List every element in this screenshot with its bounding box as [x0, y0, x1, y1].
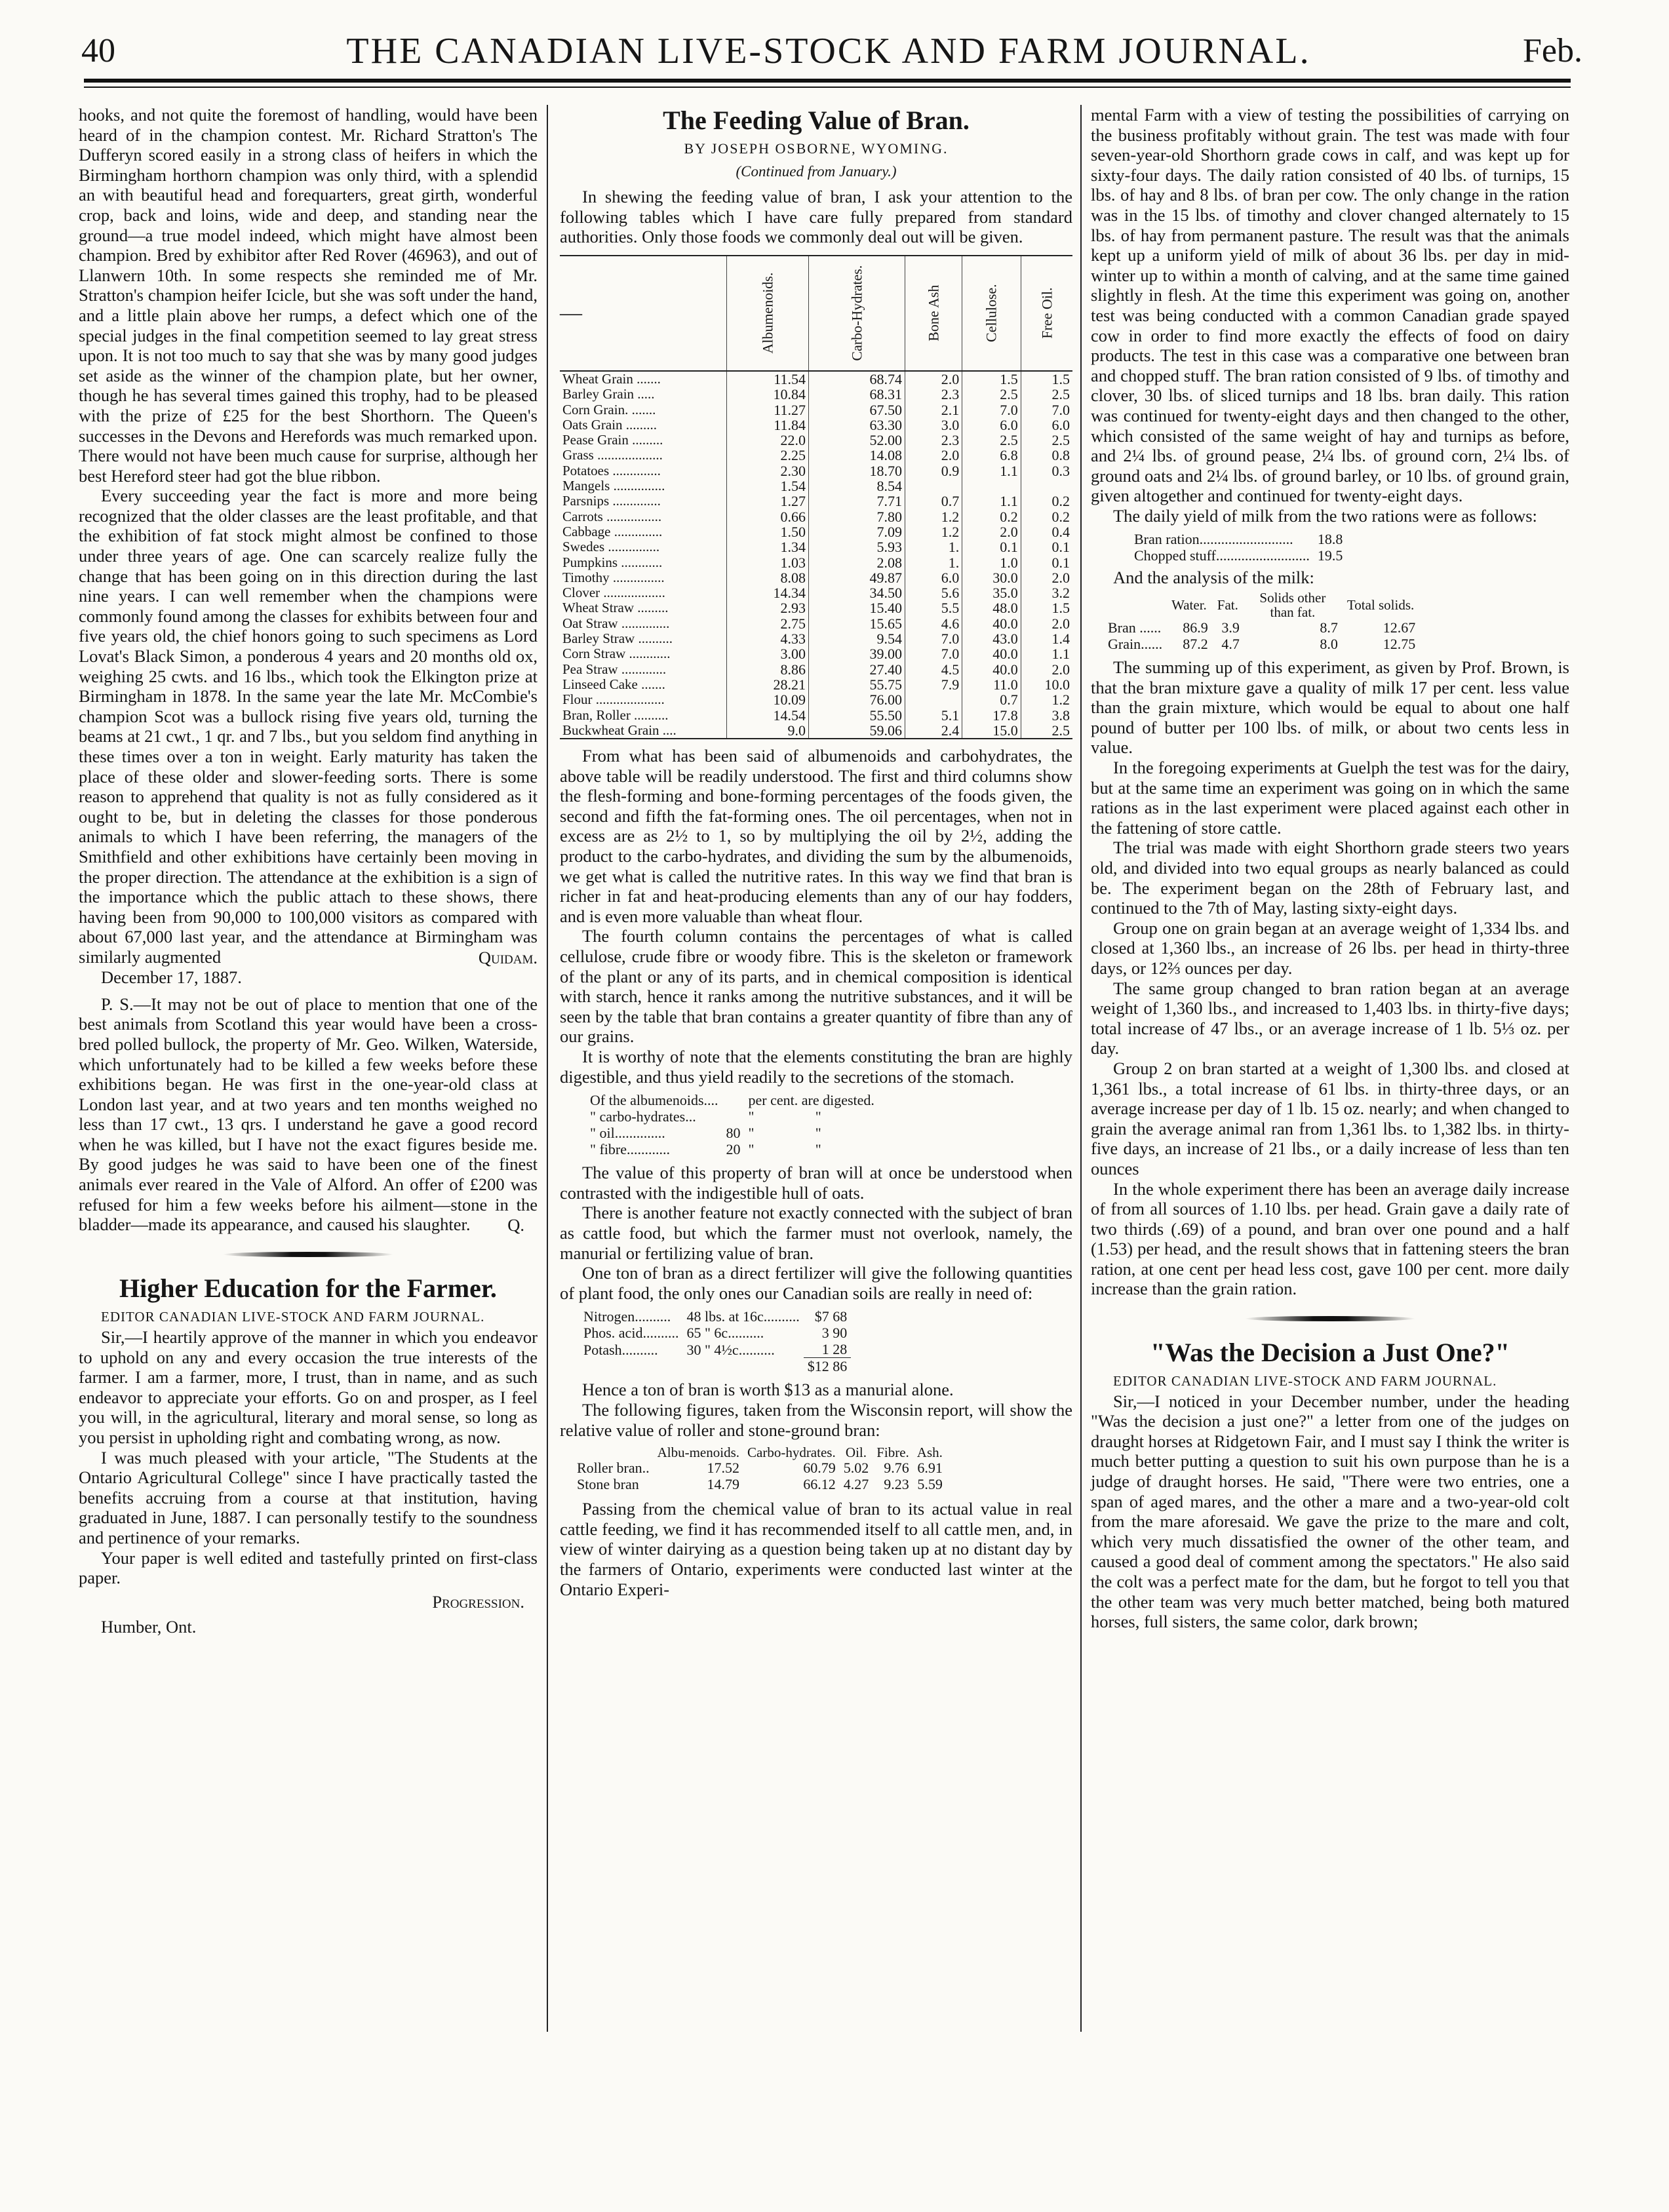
table-cell: ": [748, 1141, 755, 1158]
table-cell: 14.34: [726, 585, 808, 600]
table-cell: 10.09: [726, 692, 808, 707]
table-cell: 1.: [905, 539, 962, 554]
column-header: Albu-menoids.: [657, 1445, 739, 1461]
table-cell: 1.5: [1021, 600, 1072, 615]
table-cell: 5.59: [917, 1476, 943, 1493]
table-row: [560, 433, 1072, 448]
food-name-cell: Corn Straw ............: [562, 646, 671, 662]
table-cell: 4.33: [726, 631, 808, 646]
table-cell: " fibre............: [590, 1141, 671, 1158]
food-name-cell: Carrots ................: [562, 508, 662, 524]
table-row: [560, 478, 1072, 494]
food-name-cell: Grass ...................: [562, 447, 663, 463]
column-header: Albumenoids.: [726, 256, 808, 371]
food-name-cell: Wheat Straw .........: [562, 600, 669, 616]
table-cell: 12.75: [1383, 636, 1416, 653]
table-cell: ": [815, 1108, 821, 1125]
table-cell: 9.76: [884, 1460, 909, 1477]
column-header: Bone Ash: [905, 256, 962, 371]
table-cell: 30.0: [962, 570, 1021, 585]
table-cell: 1.1: [962, 463, 1021, 478]
table-cell: " carbo-hydrates...: [590, 1108, 696, 1125]
food-name-cell: Pumpkins ............: [562, 554, 663, 570]
food-name-cell: Oats Grain .........: [562, 416, 658, 433]
table-cell: 20: [726, 1141, 741, 1158]
paragraph: And the analysis of the milk:: [1113, 568, 1314, 588]
table-cell: 87.2: [1183, 636, 1208, 653]
table-cell: 5.93: [808, 539, 905, 554]
table-cell: 65 " 6c..........: [686, 1325, 764, 1342]
table-cell: 15.65: [808, 616, 905, 631]
table-cell: 4.6: [905, 616, 962, 631]
table-cell: 3.9: [1221, 619, 1240, 636]
table-cell: ": [748, 1125, 755, 1142]
editor-line: EDITOR CANADIAN LIVE-STOCK AND FARM JOURNAL.: [101, 1309, 485, 1325]
place-line: Humber, Ont.: [101, 1617, 197, 1637]
table-cell: [722, 1108, 745, 1125]
table-cell: 0.1: [1021, 555, 1072, 570]
table-row: [560, 417, 1072, 433]
page-header: [68, 29, 1589, 76]
table-cell: ": [815, 1141, 821, 1158]
table-cell: 55.50: [808, 708, 905, 723]
food-name-cell: Swedes ...............: [562, 539, 660, 555]
table-cell: 10.84: [726, 387, 808, 402]
paragraph: The following figures, taken from the Wisconsin report, will show the relative value of roller and stone-ground bran:: [560, 1399, 1072, 1440]
table-cell: 3.0: [905, 417, 962, 433]
table-cell: Roller bran..: [577, 1460, 650, 1477]
table-cell: 7.0: [1021, 402, 1072, 417]
food-name-cell: Pease Grain .........: [562, 432, 663, 448]
paragraph: In the foregoing experiments at Guelph the test was for the dairy, but at the same time an experiment was going on in which the same rations as in the last experiment were placed against each other in the fattening of store cattle.: [1091, 758, 1569, 838]
table-cell: 1.5: [962, 371, 1021, 387]
table-row: [560, 402, 1072, 417]
feeding-value-table: [560, 255, 1072, 739]
section-separator: [223, 1252, 393, 1257]
table-cell: 7.0: [905, 631, 962, 646]
table-cell: 4.27: [843, 1476, 869, 1493]
table-cell: per cent. are digested.: [748, 1092, 874, 1109]
table-cell: 34.50: [808, 585, 905, 600]
food-name-cell: Barley Straw ..........: [562, 631, 673, 647]
table-cell: 0.9: [905, 463, 962, 478]
table-cell: 2.93: [726, 600, 808, 615]
table-cell: 17.52: [707, 1460, 739, 1477]
table-cell: 0.2: [1021, 509, 1072, 524]
table-cell: 6.0: [1021, 417, 1072, 433]
table-cell: 3.8: [1021, 708, 1072, 723]
table-cell: 19.5: [1317, 547, 1343, 564]
table-cell: 0.1: [962, 539, 1021, 554]
table-cell: 67.50: [808, 402, 905, 417]
article-title: "Was the Decision a Just One?": [1150, 1338, 1510, 1368]
food-name-cell: Corn Grain. .......: [562, 401, 656, 417]
table-row: [560, 723, 1072, 739]
table-cell: 2.3: [905, 433, 962, 448]
table-cell: 1.1: [1021, 646, 1072, 661]
digestibility-table: [586, 1092, 878, 1157]
table-row: [560, 570, 1072, 585]
food-name-cell: Potatoes ..............: [562, 462, 661, 478]
paragraph: Group one on grain began at an average weight of 1,334 lbs. and closed at 1,360 lbs., an increase of 26 lbs. per head in thirty-three days, or 12⅔ ounces per day.: [1091, 918, 1569, 978]
table-cell: 22.0: [726, 433, 808, 448]
table-cell: 48.0: [962, 600, 1021, 615]
column-3: [1091, 105, 1569, 1632]
table-cell: 7.0: [905, 646, 962, 661]
table-cell: 1 28: [804, 1341, 852, 1358]
table-cell: Chopped stuff..........................: [1134, 547, 1310, 564]
food-name-cell: Bran, Roller ..........: [562, 707, 669, 723]
table-cell: 0.2: [1021, 494, 1072, 509]
column-header: [1104, 591, 1166, 619]
table-cell: 8.08: [726, 570, 808, 585]
table-corner: —: [560, 256, 726, 371]
table-cell: 8.54: [808, 478, 905, 494]
table-row: [560, 494, 1072, 509]
table-cell: Nitrogen..........: [583, 1308, 671, 1325]
table-row: [560, 616, 1072, 631]
table-cell: 8.86: [726, 662, 808, 677]
table-cell: Of the albumenoids....: [590, 1092, 718, 1109]
paragraph: The fourth column contains the percentages of what is called cellulose, crude fibre or woody fibre. This is the skeleton or framework of the plant or any of its parts, and in chemical composition is identical with starch, hence it ranks among the nutritive substances, and it will be seen by the table that bran contains a greater quantity of fibre than any of our grains.: [560, 926, 1072, 1047]
paragraph: Group 2 on bran started at a weight of 1,300 lbs. and closed at 1,361 lbs., a total increase of 61 lbs. in thirty-three days, or an average increase per day of 1 lb. 15 oz. nearly; and when changed to grain the average animal ran from 1,361 lbs. to 1,382 lbs. in thirty-five days, an increase of 21 lbs., or a daily increase of less than ten ounces: [1091, 1058, 1569, 1178]
table-cell: Phos. acid..........: [583, 1325, 679, 1342]
table-cell: 55.75: [808, 677, 905, 692]
table-cell: 18.8: [1317, 531, 1343, 548]
table-cell: Grain......: [1108, 636, 1163, 653]
table-cell: 3.2: [1021, 585, 1072, 600]
table-cell: 1.: [905, 555, 962, 570]
table-cell: 35.0: [962, 585, 1021, 600]
table-cell: [905, 478, 962, 494]
table-row: [560, 692, 1072, 707]
table-cell: 60.79: [803, 1460, 836, 1477]
signature: Quidam.: [478, 947, 538, 967]
paragraph: The same group changed to bran ration began at an average weight of 1,360 lbs., and increased to 1,403 lbs. in thirty-five days; total increase of 47 lbs., or an average increase of 1 lb. 5⅓ oz. per day.: [1091, 978, 1569, 1058]
table-cell: 66.12: [803, 1476, 836, 1493]
table-cell: 11.0: [962, 677, 1021, 692]
table-cell: 1.27: [726, 494, 808, 509]
paragraph: Hence a ton of bran is worth $13 as a manurial alone.: [582, 1380, 954, 1400]
table-row: [560, 708, 1072, 723]
table-row: [560, 646, 1072, 661]
column-header: Cellulose.: [962, 256, 1021, 371]
table-cell: 43.0: [962, 631, 1021, 646]
food-name-cell: Timothy ...............: [562, 569, 665, 585]
table-cell: 3.00: [726, 646, 808, 661]
table-cell: 10.0: [1021, 677, 1072, 692]
table-cell: 14.08: [808, 448, 905, 463]
table-cell: 8.0: [1320, 636, 1338, 653]
column-header: Carbo-hydrates.: [747, 1445, 836, 1461]
table-row: [560, 463, 1072, 478]
paragraph: There is another feature not exactly connected with the subject of bran as cattle food, but which the farmer must not overlook, namely, the manurial or fertilizing value of bran.: [560, 1203, 1072, 1263]
section-separator: [1245, 1316, 1415, 1321]
table-cell: [905, 692, 962, 707]
table-cell: 5.1: [905, 708, 962, 723]
food-name-cell: Linseed Cake .......: [562, 676, 665, 692]
table-cell: 1.5: [1021, 371, 1072, 387]
table-cell: 11.27: [726, 402, 808, 417]
paragraph: Every succeeding year the fact is more and more being recognized that the older classes are the least profitable, and that the exhibition of fat stock might almost be confined to those under three years of age. One can scarcely realize fully the change that has been going on in this direction during the last nine years. I can well remember when the champions were commonly found among the classes for exhibits between four and five years old, the chief honors going to such specimens as Lord Lovat's Black Simon, a ponderous 4 years and 20 months old ox, weighing 25 cwts. and 16 lbs., which took the Elkington prize at Birmingham in 1878. In the same year the late Mr. McCombie's champion Scot was a bullock rising five years old, turning the beams at 21 cwt., 1 qr. and 7 lbs., but you seldom find anything in these times over a ton in weight. Early maturity has taken the place of these older and slower-feeding sorts. There is some reason to apprehend that quality is not as fully considered as it ought to be, but in deleting the classes for those ponderous animals to which I have been referring, the managers of the Smithfield and other exhibitions have certainly been moving in the proper direction. The attendance at the exhibition is a sign of the importance which the public attach to these shows, there having been from 90,000 to 100,000 visitors as compared with about 67,000 last year, and the attendance at Birmingham was similarly augmented: [79, 486, 538, 967]
date-line: December 17, 1887.: [101, 967, 242, 988]
milk-yield-table: [1130, 531, 1346, 564]
article-title: The Feeding Value of Bran.: [663, 106, 970, 135]
table-row: [560, 662, 1072, 677]
food-name-cell: Clover ..................: [562, 585, 665, 601]
food-name-cell: Barley Grain .....: [562, 386, 655, 402]
table-cell: 0.2: [962, 509, 1021, 524]
table-cell: 48 lbs. at 16c..........: [686, 1308, 800, 1325]
table-cell: 4.7: [1221, 636, 1240, 653]
table-row: [560, 677, 1072, 692]
table-cell: 9.0: [726, 723, 808, 739]
table-row: [560, 371, 1072, 387]
table-cell: ": [815, 1125, 821, 1142]
table-cell: 2.5: [1021, 723, 1072, 739]
issue-month: Feb.: [1523, 32, 1582, 69]
table-cell: 2.08: [808, 555, 905, 570]
table-cell: 1.2: [905, 524, 962, 539]
fertilizer-table: [579, 1308, 851, 1374]
food-name-cell: Cabbage ..............: [562, 523, 663, 539]
table-cell: 15.40: [808, 600, 905, 615]
table-row: [560, 600, 1072, 615]
table-cell: 3 90: [821, 1325, 848, 1342]
journal-title: THE CANADIAN LIVE-STOCK AND FARM JOURNAL.: [346, 31, 1311, 71]
table-cell: 6.8: [962, 448, 1021, 463]
column-header: [573, 1445, 654, 1460]
table-cell: 18.70: [808, 463, 905, 478]
table-cell: 0.66: [726, 509, 808, 524]
table-cell: 59.06: [808, 723, 905, 739]
column-header: Total solids.: [1346, 597, 1415, 613]
table-cell: 1.4: [1021, 631, 1072, 646]
paragraph: In shewing the feeding value of bran, I ask your attention to the following tables which I have care fully prepared from standard authorities. Only those foods we commonly deal out will be given.: [560, 187, 1072, 247]
continued-note: (Continued from January.): [736, 163, 897, 180]
column-header: Water.: [1171, 597, 1207, 613]
table-cell: 9.54: [808, 631, 905, 646]
signature: Progression.: [432, 1591, 524, 1612]
food-name-cell: Flour ....................: [562, 691, 665, 708]
table-cell: 0.1: [1021, 539, 1072, 554]
table-cell: 68.31: [808, 387, 905, 402]
table-cell: 39.00: [808, 646, 905, 661]
table-cell: 7.09: [808, 524, 905, 539]
table-cell: 5.6: [905, 585, 962, 600]
food-name-cell: Oat Straw ..............: [562, 615, 670, 631]
table-cell: Potash..........: [583, 1341, 658, 1358]
table-row: [560, 524, 1072, 539]
column-header: Carbo-Hydrates.: [808, 256, 905, 371]
table-cell: 1.2: [905, 509, 962, 524]
table-cell: 2.4: [905, 723, 962, 739]
table-cell: 6.0: [962, 417, 1021, 433]
milk-analysis-table: [1104, 591, 1419, 652]
table-cell: 8.7: [1320, 619, 1338, 636]
table-cell: 5.02: [843, 1460, 869, 1477]
paragraph: I was much pleased with your article, "The Students at the Ontario Agricultural College" since I have practically tasted the benefits accruing from a course at that institution, having graduated in June, 1887. I can personally testify to the soundness and pertinence of your remarks.: [79, 1447, 538, 1547]
food-name-cell: Mangels ...............: [562, 478, 665, 494]
paragraph: hooks, and not quite the foremost of handling, would have been heard of in the champion contest. Mr. Richard Stratton's The Dufferyn scored easily in a strong class of heifers in which the Birmingham horthorn champion was only third, with a splendid an with beautiful head and forequarters, great girth, wonderful crop, back and loins, wide and deep, and standing near the ground—a true model indeed, which might have almost been champion. Bred by exhibitor after Red Rover (46963), and out of Llanwern 10th. In some respects she reminded me of Mr. Stratton's champion heifer Icicle, but she was soft under the hand, and a little plain above her rumps, a defect which one of the special judges in the final competition seemed to lay great stress upon. It is not too much to say that she was by many good judges set aside as the winner of the champion plate, but her owner, though he has several times gained this trophy, had to be pleased with the prize of £25 for the best Shorthorn. The Queen's successes in the Devons and Herefords was much remarked upon. There would not have been much cause for surprise, although her best Hereford steer had got the blue ribbon.: [79, 105, 538, 486]
table-cell: 1.34: [726, 539, 808, 554]
table-cell: 52.00: [808, 433, 905, 448]
table-cell: 30 " 4½c..........: [686, 1341, 775, 1358]
table-cell: 80: [726, 1125, 741, 1142]
column-divider-1: [547, 105, 548, 2032]
table-row: [560, 631, 1072, 646]
table-row: [560, 585, 1072, 600]
table-cell: 2.1: [905, 402, 962, 417]
table-cell: 27.40: [808, 662, 905, 677]
table-cell: Bran ......: [1108, 619, 1162, 636]
header-rule-thin: [84, 87, 1571, 88]
table-cell: 7.9: [905, 677, 962, 692]
table-cell: 2.5: [962, 433, 1021, 448]
food-name-cell: Parsnips ..............: [562, 493, 661, 509]
table-cell: 0.4: [1021, 524, 1072, 539]
table-body: [560, 371, 1072, 739]
table-total: $12 86: [807, 1358, 848, 1375]
table-cell: 2.30: [726, 463, 808, 478]
table-cell: 1.54: [726, 478, 808, 494]
table-cell: 2.5: [962, 387, 1021, 402]
table-cell: 17.8: [962, 708, 1021, 723]
table-cell: 0.8: [1021, 448, 1072, 463]
food-name-cell: Buckwheat Grain ....: [560, 723, 726, 739]
table-row: [560, 555, 1072, 570]
postscript: P. S.—It may not be out of place to mention that one of the best animals from Scotland this year would have been a cross-bred polled bullock, the property of Mr. Geo. Wilken, Waterside, which unfortunately had to be killed a few weeks before these exhibitions began. He was first in the one-year-old class at London last year, and at two years and ten months weighed no less than 17 cwt., 13 qrs. I understand he gave a good record when he was killed, but I have not the exact figures beside me. By good judges he was said to have been one of the finest animals ever reared in the Vale of Alford. An offer of £200 was refused for him a few weeks before his ailment—stone in the bladder—made its appearance, and caused his slaughter.: [79, 994, 538, 1235]
article-title: Higher Education for the Farmer.: [119, 1273, 497, 1304]
table-cell: 1.1: [962, 494, 1021, 509]
paragraph: The trial was made with eight Shorthorn grade steers two years old, and divided into two equal groups as nearly balanced as could be. The experiment began on the 28th of February last, and continued to the 7th of May, lasting sixty-eight days.: [1091, 838, 1569, 918]
table-cell: 0.7: [905, 494, 962, 509]
table-cell: 6.91: [917, 1460, 943, 1477]
column-header: Oil.: [845, 1445, 867, 1461]
column-header: Ash.: [916, 1445, 943, 1461]
table-cell: 40.0: [962, 616, 1021, 631]
table-cell: 15.0: [962, 723, 1021, 739]
table-cell: ": [748, 1108, 755, 1125]
table-cell: 11.54: [726, 371, 808, 387]
table-cell: 1.2: [1021, 692, 1072, 707]
paragraph: From what has been said of albumenoids and carbohydrates, the above table will be readily understood. The first and third columns show the flesh-forming and bone-forming percentages of the foods given, the second and fifth the fat-forming ones. The oil percentages, when not in excess are as 2½ to 1, so by multiplying the oil by 2½, adding the product to the carbo-hydrates, and dividing the sum by the albumenoids, we get what is called the nutritive rates. In this way we find that bran is richer in fat and heat-producing elements than any of our hay fodders, and is even more valuable than wheat flour.: [560, 746, 1072, 926]
table-cell: 2.75: [726, 616, 808, 631]
column-1: [79, 105, 538, 1637]
column-header: Free Oil.: [1021, 256, 1072, 371]
table-cell: 2.0: [905, 371, 962, 387]
column-divider-2: [1080, 105, 1082, 2032]
table-cell: 7.71: [808, 494, 905, 509]
table-cell: 76.00: [808, 692, 905, 707]
table-cell: 6.0: [905, 570, 962, 585]
table-cell: 49.87: [808, 570, 905, 585]
table-cell: Bran ration..........................: [1134, 531, 1293, 548]
table-cell: 2.3: [905, 387, 962, 402]
table-cell: 14.79: [707, 1476, 739, 1493]
paragraph: Sir,—I noticed in your December number, under the heading "Was the decision a just one?" a letter from one of the judges on draught horses at Ridgetown Fair, and I must say I think the writer is much better putting a question to suit his own purpose than he is a judge of draught horses. He said, "There were two entries, one a span of aged mares, and the other a mare and a two-year-old colt from the mare aforesaid. We gave the prize to the mare and colt, which very much dissatisfied the owner of the other team, and caused a good deal of comment among the spectators." He also said the colt was a perfect mate for the dam, but he forgot to tell you that the other team was very much better matched, being both matured horses, full sisters, the same color, dark brown;: [1091, 1391, 1569, 1632]
table-cell: 28.21: [726, 677, 808, 692]
table-cell: 63.30: [808, 417, 905, 433]
table-cell: 2.0: [1021, 662, 1072, 677]
table-cell: 68.74: [808, 371, 905, 387]
paragraph: One ton of bran as a direct fertilizer will give the following quantities of plant food, the only ones our Canadian soils are really in need of:: [560, 1263, 1072, 1303]
paragraph: Passing from the chemical value of bran to its actual value in real cattle feeding, we find it has recommended itself to all cattle men, and, in view of winter dairying as a question being taken up at no distant day by the farmers of Ontario, experiments were conducted last winter at the Ontario Experi-: [560, 1499, 1072, 1599]
table-cell: 1.03: [726, 555, 808, 570]
table-cell: 2.5: [1021, 433, 1072, 448]
column-header: Fat.: [1217, 597, 1238, 613]
paragraph: In the whole experiment there has been an average daily increase of from all sources of 1.10 lbs. per head. Grain gave a daily rate of two thirds (.69) of a pound, and bran over one pound and a half (1.53) per head, and the result shows that in fattening steers the bran ration, at one cent per head less cost, gave 100 per cent. more daily increase than the grain ration.: [1091, 1178, 1569, 1299]
table-cell: 0.3: [1021, 463, 1072, 478]
table-cell: 1.50: [726, 524, 808, 539]
signature: Q.: [507, 1214, 524, 1235]
table-cell: 11.84: [726, 417, 808, 433]
table-row: [560, 448, 1072, 463]
table-cell: 86.9: [1183, 619, 1208, 636]
table-cell: 5.5: [905, 600, 962, 615]
column-header: Solids other than fat.: [1259, 590, 1326, 621]
byline: BY JOSEPH OSBORNE, WYOMING.: [684, 140, 949, 157]
table-cell: 0.7: [962, 692, 1021, 707]
table-cell: 7.80: [808, 509, 905, 524]
column-2: [560, 105, 1072, 1599]
paragraph: The value of this property of bran will at once be understood when contrasted with the indigestible hull of oats.: [560, 1163, 1072, 1203]
table-cell: 40.0: [962, 646, 1021, 661]
column-header: Fibre.: [876, 1445, 909, 1461]
table-cell: 2.5: [1021, 387, 1072, 402]
table-cell: Stone bran: [577, 1476, 639, 1493]
table-row: [560, 387, 1072, 402]
table-cell: 2.0: [1021, 570, 1072, 585]
table-cell: 14.54: [726, 708, 808, 723]
table-cell: " oil..............: [590, 1125, 665, 1142]
paragraph: It is worthy of note that the elements constituting the bran are highly digestible, and thus yield readily to the secretions of the stomach.: [560, 1047, 1072, 1087]
food-name-cell: Pea Straw .............: [562, 661, 667, 677]
paragraph: The daily yield of milk from the two rations were as follows:: [1113, 505, 1537, 526]
paragraph: Sir,—I heartily approve of the manner in which you endeavor to uphold on any and every occasion the true interests of the farmer. I am a farmer, more, I trust, than in name, and as such endeavor to appreciate your efforts. Go on and prosper, as I feel you will, in the agricultural, literary and moral sense, so long as you persist in upholding right and combating wrong, as now.: [79, 1327, 538, 1447]
table-cell: 40.0: [962, 662, 1021, 677]
bran-comparison-table: [573, 1445, 947, 1492]
table-cell: 4.5: [905, 662, 962, 677]
food-name-cell: Wheat Grain .......: [562, 370, 661, 387]
paragraph: Your paper is well edited and tastefully printed on first-class paper.: [79, 1547, 538, 1588]
paragraph: mental Farm with a view of testing the possibilities of carrying on the business profitably without grain. The test was made with four seven-year-old Shorthorn grade cows in calf, and was kept up for sixty-four days. The daily ration consisted of 40 lbs. of turnips, 15 lbs. of hay and 8 lbs. of bran per cow. The only change in the ration was in the 15 lbs. of timothy and clover changed alternately to 15 lbs. of hay from permanent pasture. The result was that the animals kept up a uniform yield of milk of about 36 lbs. per day in mid-winter up to within a month of calving, and at the same time gained slightly in flesh. At the time this experiment was going on, another test was being conducted with a common Canadian grade spayed cow in order to find more exactly the effects of food on dairy products. The test in this case was a comparative one between bran and chopped stuff. The bran ration consisted of 9 lbs. of timothy and clover, 30 lbs. of sliced turnips and 18 lbs. bran daily. This ration was continued for twenty-eight days and then changed to the other, which consisted of the same weight of hay and turnips as before, and 2¼ lbs. of ground pease, 2¼ lbs. of ground corn, 2¼ lbs. of ground oats and 2¼ lbs. of ground barley, or 10 lbs. of ground grain, given altogether and continued for twenty-eight days.: [1091, 105, 1569, 506]
table-cell: 2.0: [1021, 616, 1072, 631]
table-cell: 1.0: [962, 555, 1021, 570]
header-rule-thick: [84, 79, 1571, 83]
table-row: [560, 509, 1072, 524]
table-cell: 2.0: [962, 524, 1021, 539]
table-row: [560, 539, 1072, 554]
table-cell: [1021, 478, 1072, 494]
table-cell: 9.23: [884, 1476, 909, 1493]
page-number: 40: [81, 32, 115, 69]
table-cell: 12.67: [1383, 619, 1416, 636]
table-cell: $7 68: [814, 1308, 848, 1325]
paragraph: The summing up of this experiment, as given by Prof. Brown, is that the bran mixture gave a quality of milk 17 per cent. less value than the grain mixture, which would be equal to about one half pound of butter per 100 lbs. of milk, or about two cents less in value.: [1091, 657, 1569, 758]
table-cell: [962, 478, 1021, 494]
editor-line: EDITOR CANADIAN LIVE-STOCK AND FARM JOURNAL.: [1113, 1373, 1497, 1389]
table-cell: 2.25: [726, 448, 808, 463]
table-cell: 7.0: [962, 402, 1021, 417]
table-cell: 2.0: [905, 448, 962, 463]
